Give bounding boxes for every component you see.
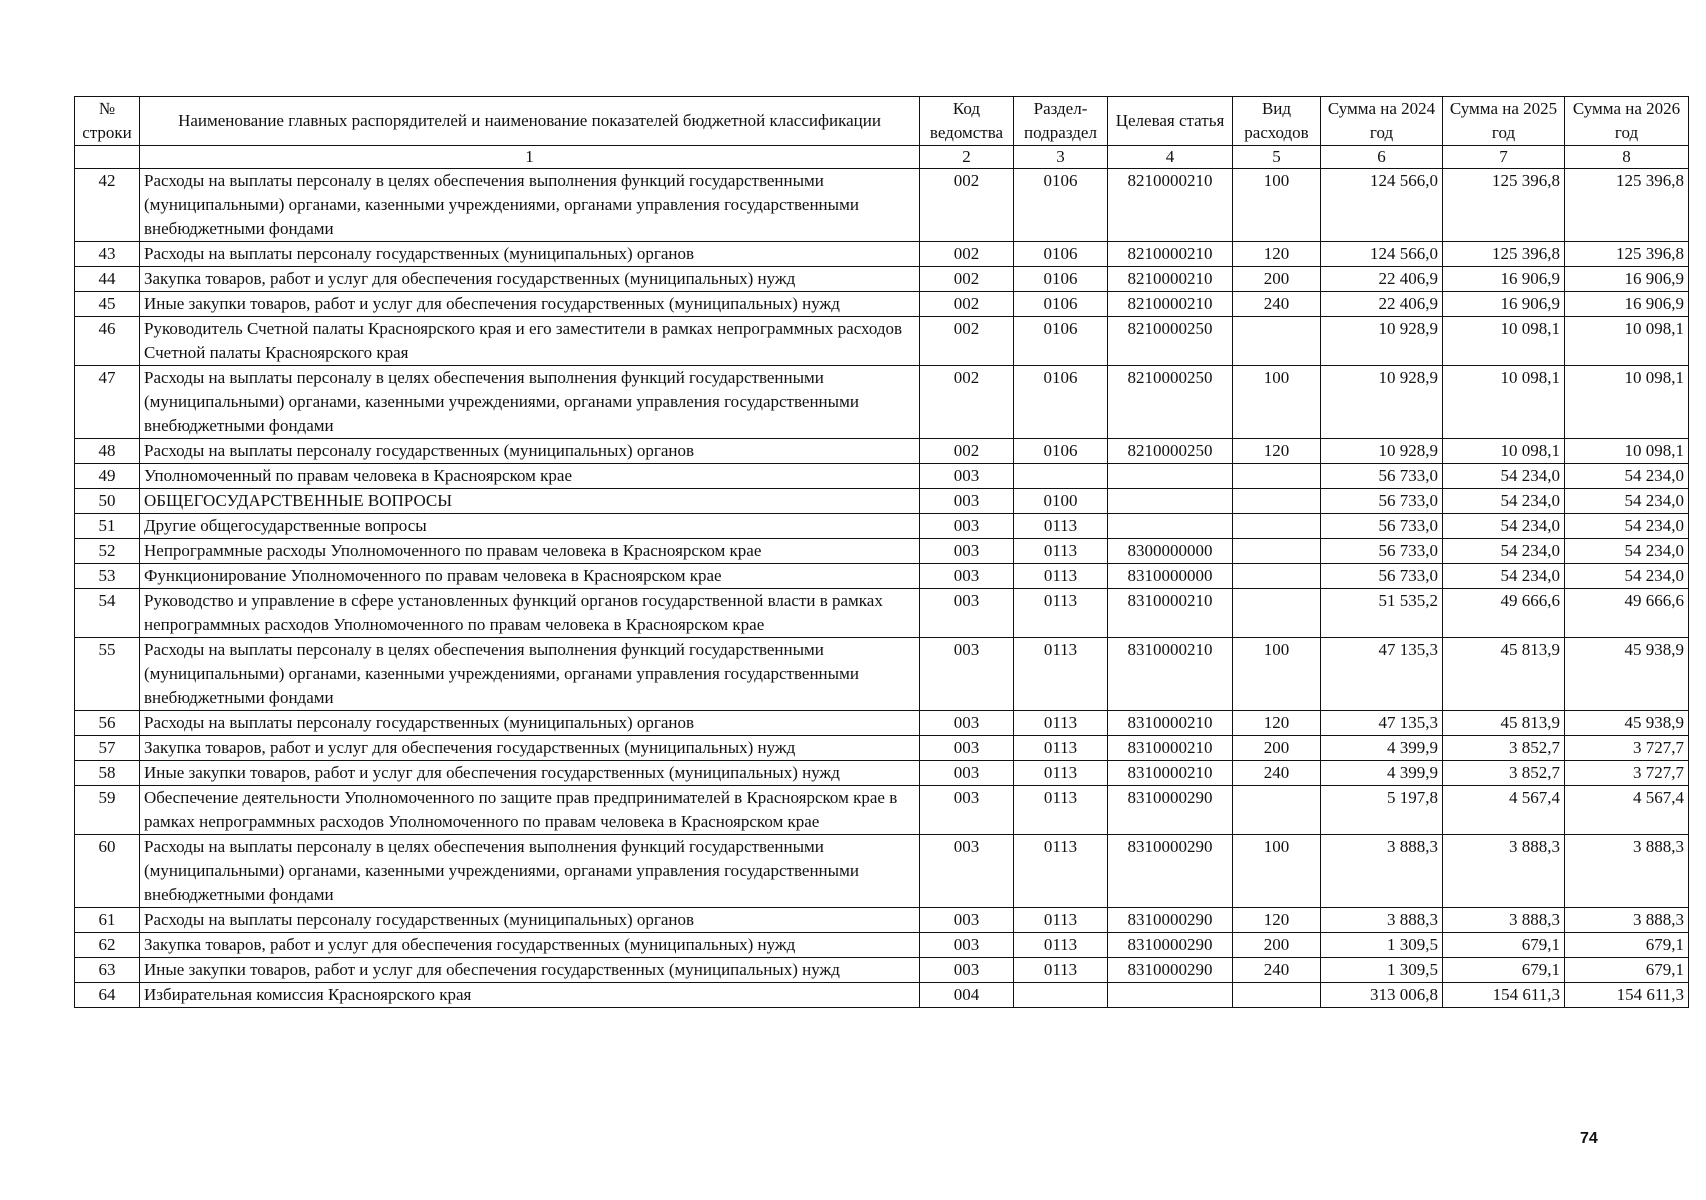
target-article-cell: 8300000000	[1108, 539, 1233, 564]
section-cell: 0113	[1014, 564, 1108, 589]
header-sum-2025: Сумма на 2025 год	[1443, 97, 1565, 146]
sum-2025-cell: 679,1	[1443, 958, 1565, 983]
row-number-cell: 57	[75, 736, 140, 761]
expense-type-cell: 120	[1233, 439, 1321, 464]
target-article-cell: 8310000290	[1108, 786, 1233, 835]
row-number-cell: 43	[75, 242, 140, 267]
sum-2026-cell: 4 567,4	[1565, 786, 1689, 835]
row-number-cell: 47	[75, 366, 140, 439]
sum-2024-cell: 1 309,5	[1321, 958, 1443, 983]
sum-2025-cell: 54 234,0	[1443, 539, 1565, 564]
sum-2024-cell: 4 399,9	[1321, 736, 1443, 761]
sum-2025-cell: 125 396,8	[1443, 242, 1565, 267]
dept-code-cell: 003	[920, 711, 1014, 736]
dept-code-cell: 002	[920, 169, 1014, 242]
expense-type-cell: 200	[1233, 933, 1321, 958]
page-number: 74	[1580, 1130, 1598, 1147]
dept-code-cell: 003	[920, 786, 1014, 835]
expense-type-cell	[1233, 983, 1321, 1008]
sum-2025-cell: 3 888,3	[1443, 908, 1565, 933]
section-cell: 0113	[1014, 589, 1108, 638]
expense-type-cell: 200	[1233, 736, 1321, 761]
sum-2025-cell: 10 098,1	[1443, 439, 1565, 464]
column-number-cell: 4	[1108, 146, 1233, 169]
name-cell: Расходы на выплаты персоналу в целях обеспечения выполнения функций государственными (муниципальными) органами, казенными учреждениями, органами управления государственными внебюджетными фондами	[140, 169, 920, 242]
expense-type-cell: 240	[1233, 958, 1321, 983]
target-article-cell: 8310000210	[1108, 711, 1233, 736]
sum-2026-cell: 679,1	[1565, 958, 1689, 983]
row-number-cell: 60	[75, 835, 140, 908]
sum-2026-cell: 3 888,3	[1565, 835, 1689, 908]
dept-code-cell: 002	[920, 242, 1014, 267]
column-number-cell	[75, 146, 140, 169]
section-cell: 0106	[1014, 366, 1108, 439]
table-row	[75, 711, 1689, 736]
table-row	[75, 439, 1689, 464]
expense-type-cell: 120	[1233, 908, 1321, 933]
table-row	[75, 908, 1689, 933]
section-cell: 0113	[1014, 933, 1108, 958]
sum-2025-cell: 16 906,9	[1443, 267, 1565, 292]
column-number-cell: 6	[1321, 146, 1443, 169]
expense-type-cell: 200	[1233, 267, 1321, 292]
section-cell: 0113	[1014, 711, 1108, 736]
column-number-cell: 7	[1443, 146, 1565, 169]
sum-2024-cell: 56 733,0	[1321, 564, 1443, 589]
sum-2026-cell: 54 234,0	[1565, 489, 1689, 514]
row-number-cell: 53	[75, 564, 140, 589]
expense-type-cell: 100	[1233, 638, 1321, 711]
target-article-cell	[1108, 983, 1233, 1008]
sum-2025-cell: 45 813,9	[1443, 711, 1565, 736]
section-cell: 0113	[1014, 761, 1108, 786]
section-cell: 0106	[1014, 292, 1108, 317]
name-cell: Иные закупки товаров, работ и услуг для обеспечения государственных (муниципальных) нужд	[140, 761, 920, 786]
row-number-cell: 59	[75, 786, 140, 835]
sum-2024-cell: 10 928,9	[1321, 366, 1443, 439]
name-cell: Расходы на выплаты персоналу государственных (муниципальных) органов	[140, 439, 920, 464]
table-row	[75, 242, 1689, 267]
dept-code-cell: 002	[920, 317, 1014, 366]
target-article-cell: 8210000250	[1108, 439, 1233, 464]
row-number-cell: 42	[75, 169, 140, 242]
sum-2025-cell: 125 396,8	[1443, 169, 1565, 242]
sum-2025-cell: 16 906,9	[1443, 292, 1565, 317]
dept-code-cell: 003	[920, 908, 1014, 933]
table-row	[75, 464, 1689, 489]
expense-type-cell: 120	[1233, 242, 1321, 267]
expense-type-cell: 100	[1233, 835, 1321, 908]
section-cell: 0106	[1014, 242, 1108, 267]
sum-2026-cell: 54 234,0	[1565, 464, 1689, 489]
sum-2026-cell: 54 234,0	[1565, 514, 1689, 539]
name-cell: Закупка товаров, работ и услуг для обеспечения государственных (муниципальных) нужд	[140, 736, 920, 761]
table-row	[75, 317, 1689, 366]
row-number-cell: 58	[75, 761, 140, 786]
header-name: Наименование главных распорядителей и наименование показателей бюджетной классификации	[140, 97, 920, 146]
dept-code-cell: 003	[920, 539, 1014, 564]
target-article-cell: 8210000250	[1108, 317, 1233, 366]
header-sum-2024: Сумма на 2024 год	[1321, 97, 1443, 146]
sum-2024-cell: 124 566,0	[1321, 169, 1443, 242]
section-cell	[1014, 983, 1108, 1008]
sum-2024-cell: 22 406,9	[1321, 267, 1443, 292]
table-row	[75, 835, 1689, 908]
name-cell: Иные закупки товаров, работ и услуг для обеспечения государственных (муниципальных) нужд	[140, 292, 920, 317]
dept-code-cell: 003	[920, 564, 1014, 589]
expense-type-cell	[1233, 539, 1321, 564]
sum-2024-cell: 47 135,3	[1321, 711, 1443, 736]
sum-2024-cell: 3 888,3	[1321, 835, 1443, 908]
sum-2025-cell: 45 813,9	[1443, 638, 1565, 711]
section-cell	[1014, 464, 1108, 489]
expense-type-cell	[1233, 786, 1321, 835]
sum-2025-cell: 54 234,0	[1443, 564, 1565, 589]
section-cell: 0113	[1014, 638, 1108, 711]
sum-2026-cell: 3 888,3	[1565, 908, 1689, 933]
expense-type-cell	[1233, 514, 1321, 539]
column-number-cell: 5	[1233, 146, 1321, 169]
row-number-cell: 50	[75, 489, 140, 514]
sum-2026-cell: 45 938,9	[1565, 638, 1689, 711]
sum-2026-cell: 45 938,9	[1565, 711, 1689, 736]
table-row	[75, 514, 1689, 539]
expense-type-cell: 120	[1233, 711, 1321, 736]
dept-code-cell: 002	[920, 366, 1014, 439]
sum-2026-cell: 54 234,0	[1565, 539, 1689, 564]
expense-type-cell	[1233, 464, 1321, 489]
table-row	[75, 169, 1689, 242]
row-number-cell: 64	[75, 983, 140, 1008]
target-article-cell	[1108, 489, 1233, 514]
target-article-cell: 8310000210	[1108, 736, 1233, 761]
name-cell: Непрограммные расходы Уполномоченного по правам человека в Красноярском крае	[140, 539, 920, 564]
column-number-row	[75, 146, 1689, 169]
sum-2025-cell: 49 666,6	[1443, 589, 1565, 638]
name-cell: Закупка товаров, работ и услуг для обеспечения государственных (муниципальных) нужд	[140, 933, 920, 958]
target-article-cell: 8310000210	[1108, 638, 1233, 711]
target-article-cell: 8210000210	[1108, 292, 1233, 317]
section-cell: 0113	[1014, 736, 1108, 761]
sum-2024-cell: 4 399,9	[1321, 761, 1443, 786]
dept-code-cell: 003	[920, 736, 1014, 761]
target-article-cell: 8310000000	[1108, 564, 1233, 589]
table-row	[75, 539, 1689, 564]
section-cell: 0113	[1014, 539, 1108, 564]
target-article-cell	[1108, 514, 1233, 539]
target-article-cell: 8210000210	[1108, 169, 1233, 242]
sum-2025-cell: 3 852,7	[1443, 736, 1565, 761]
table-row	[75, 933, 1689, 958]
table-row	[75, 786, 1689, 835]
target-article-cell: 8210000210	[1108, 267, 1233, 292]
table-row	[75, 638, 1689, 711]
sum-2024-cell: 56 733,0	[1321, 539, 1443, 564]
name-cell: Расходы на выплаты персоналу государственных (муниципальных) органов	[140, 711, 920, 736]
sum-2024-cell: 1 309,5	[1321, 933, 1443, 958]
row-number-cell: 46	[75, 317, 140, 366]
target-article-cell: 8210000250	[1108, 366, 1233, 439]
table-row	[75, 292, 1689, 317]
sum-2025-cell: 4 567,4	[1443, 786, 1565, 835]
sum-2025-cell: 154 611,3	[1443, 983, 1565, 1008]
target-article-cell: 8310000210	[1108, 589, 1233, 638]
budget-table	[74, 96, 1689, 1008]
sum-2026-cell: 10 098,1	[1565, 317, 1689, 366]
dept-code-cell: 003	[920, 589, 1014, 638]
name-cell: Руководство и управление в сфере установленных функций органов государственной власти в рамках непрограммных расходов Уполномоченного по правам человека в Красноярском крае	[140, 589, 920, 638]
row-number-cell: 55	[75, 638, 140, 711]
table-row	[75, 489, 1689, 514]
header-dept-code: Код ведомства	[920, 97, 1014, 146]
section-cell: 0113	[1014, 514, 1108, 539]
sum-2024-cell: 56 733,0	[1321, 514, 1443, 539]
dept-code-cell: 003	[920, 958, 1014, 983]
row-number-cell: 52	[75, 539, 140, 564]
sum-2025-cell: 54 234,0	[1443, 514, 1565, 539]
table-row	[75, 366, 1689, 439]
name-cell: Расходы на выплаты персоналу в целях обеспечения выполнения функций государственными (муниципальными) органами, казенными учреждениями, органами управления государственными внебюджетными фондами	[140, 366, 920, 439]
header-expense-type: Вид расходов	[1233, 97, 1321, 146]
expense-type-cell	[1233, 564, 1321, 589]
section-cell: 0113	[1014, 908, 1108, 933]
name-cell: Уполномоченный по правам человека в Красноярском крае	[140, 464, 920, 489]
sum-2026-cell: 54 234,0	[1565, 564, 1689, 589]
sum-2024-cell: 51 535,2	[1321, 589, 1443, 638]
dept-code-cell: 003	[920, 638, 1014, 711]
table-body	[75, 146, 1689, 1008]
dept-code-cell: 002	[920, 267, 1014, 292]
section-cell: 0113	[1014, 835, 1108, 908]
column-number-cell: 1	[140, 146, 920, 169]
section-cell: 0106	[1014, 439, 1108, 464]
section-cell: 0100	[1014, 489, 1108, 514]
name-cell: Избирательная комиссия Красноярского края	[140, 983, 920, 1008]
expense-type-cell: 100	[1233, 169, 1321, 242]
sum-2026-cell: 3 727,7	[1565, 736, 1689, 761]
expense-type-cell: 240	[1233, 292, 1321, 317]
target-article-cell: 8310000210	[1108, 761, 1233, 786]
sum-2026-cell: 125 396,8	[1565, 169, 1689, 242]
table-row	[75, 267, 1689, 292]
name-cell: Расходы на выплаты персоналу государственных (муниципальных) органов	[140, 908, 920, 933]
sum-2025-cell: 54 234,0	[1443, 489, 1565, 514]
row-number-cell: 62	[75, 933, 140, 958]
header-target-article: Целевая статья	[1108, 97, 1233, 146]
name-cell: Расходы на выплаты персоналу государственных (муниципальных) органов	[140, 242, 920, 267]
target-article-cell: 8310000290	[1108, 958, 1233, 983]
expense-type-cell	[1233, 489, 1321, 514]
sum-2026-cell: 16 906,9	[1565, 292, 1689, 317]
sum-2024-cell: 47 135,3	[1321, 638, 1443, 711]
target-article-cell	[1108, 464, 1233, 489]
name-cell: Другие общегосударственные вопросы	[140, 514, 920, 539]
name-cell: Иные закупки товаров, работ и услуг для обеспечения государственных (муниципальных) нужд	[140, 958, 920, 983]
sum-2025-cell: 54 234,0	[1443, 464, 1565, 489]
row-number-cell: 51	[75, 514, 140, 539]
table-row	[75, 761, 1689, 786]
column-number-cell: 2	[920, 146, 1014, 169]
name-cell: Руководитель Счетной палаты Красноярского края и его заместители в рамках непрограммных расходов Счетной палаты Красноярского края	[140, 317, 920, 366]
dept-code-cell: 003	[920, 489, 1014, 514]
row-number-cell: 63	[75, 958, 140, 983]
name-cell: Закупка товаров, работ и услуг для обеспечения государственных (муниципальных) нужд	[140, 267, 920, 292]
sum-2026-cell: 16 906,9	[1565, 267, 1689, 292]
section-cell: 0106	[1014, 317, 1108, 366]
row-number-cell: 45	[75, 292, 140, 317]
sum-2026-cell: 3 727,7	[1565, 761, 1689, 786]
dept-code-cell: 003	[920, 835, 1014, 908]
row-number-cell: 48	[75, 439, 140, 464]
sum-2024-cell: 10 928,9	[1321, 317, 1443, 366]
sum-2026-cell: 679,1	[1565, 933, 1689, 958]
expense-type-cell: 100	[1233, 366, 1321, 439]
column-number-cell: 8	[1565, 146, 1689, 169]
table-row	[75, 983, 1689, 1008]
sum-2025-cell: 3 852,7	[1443, 761, 1565, 786]
sum-2024-cell: 56 733,0	[1321, 489, 1443, 514]
section-cell: 0106	[1014, 169, 1108, 242]
name-cell: Расходы на выплаты персоналу в целях обеспечения выполнения функций государственными (муниципальными) органами, казенными учреждениями, органами управления государственными внебюджетными фондами	[140, 835, 920, 908]
section-cell: 0113	[1014, 786, 1108, 835]
name-cell: Обеспечение деятельности Уполномоченного по защите прав предпринимателей в Красноярском крае в рамках непрограммных расходов Уполномоченного по правам человека в Красноярском крае	[140, 786, 920, 835]
expense-type-cell	[1233, 589, 1321, 638]
header-row-number: № строки	[75, 97, 140, 146]
section-cell: 0113	[1014, 958, 1108, 983]
sum-2024-cell: 313 006,8	[1321, 983, 1443, 1008]
target-article-cell: 8310000290	[1108, 933, 1233, 958]
expense-type-cell: 240	[1233, 761, 1321, 786]
sum-2026-cell: 10 098,1	[1565, 366, 1689, 439]
dept-code-cell: 002	[920, 292, 1014, 317]
sum-2024-cell: 124 566,0	[1321, 242, 1443, 267]
sum-2026-cell: 125 396,8	[1565, 242, 1689, 267]
sum-2025-cell: 679,1	[1443, 933, 1565, 958]
table-row	[75, 564, 1689, 589]
sum-2025-cell: 10 098,1	[1443, 317, 1565, 366]
target-article-cell: 8310000290	[1108, 835, 1233, 908]
target-article-cell: 8310000290	[1108, 908, 1233, 933]
name-cell: Расходы на выплаты персоналу в целях обеспечения выполнения функций государственными (муниципальными) органами, казенными учреждениями, органами управления государственными внебюджетными фондами	[140, 638, 920, 711]
sum-2024-cell: 5 197,8	[1321, 786, 1443, 835]
sum-2024-cell: 56 733,0	[1321, 464, 1443, 489]
column-number-cell: 3	[1014, 146, 1108, 169]
row-number-cell: 61	[75, 908, 140, 933]
table-row	[75, 736, 1689, 761]
sum-2026-cell: 10 098,1	[1565, 439, 1689, 464]
dept-code-cell: 002	[920, 439, 1014, 464]
table-row	[75, 958, 1689, 983]
sum-2024-cell: 22 406,9	[1321, 292, 1443, 317]
sum-2024-cell: 3 888,3	[1321, 908, 1443, 933]
dept-code-cell: 003	[920, 514, 1014, 539]
sum-2025-cell: 3 888,3	[1443, 835, 1565, 908]
row-number-cell: 49	[75, 464, 140, 489]
header-section: Раздел-подраздел	[1014, 97, 1108, 146]
sum-2024-cell: 10 928,9	[1321, 439, 1443, 464]
header-sum-2026: Сумма на 2026 год	[1565, 97, 1689, 146]
sum-2026-cell: 49 666,6	[1565, 589, 1689, 638]
target-article-cell: 8210000210	[1108, 242, 1233, 267]
row-number-cell: 56	[75, 711, 140, 736]
table-header	[75, 97, 1689, 146]
row-number-cell: 54	[75, 589, 140, 638]
dept-code-cell: 003	[920, 933, 1014, 958]
name-cell: ОБЩЕГОСУДАРСТВЕННЫЕ ВОПРОСЫ	[140, 489, 920, 514]
expense-type-cell	[1233, 317, 1321, 366]
sum-2025-cell: 10 098,1	[1443, 366, 1565, 439]
section-cell: 0106	[1014, 267, 1108, 292]
sum-2026-cell: 154 611,3	[1565, 983, 1689, 1008]
dept-code-cell: 003	[920, 761, 1014, 786]
dept-code-cell: 004	[920, 983, 1014, 1008]
name-cell: Функционирование Уполномоченного по правам человека в Красноярском крае	[140, 564, 920, 589]
table-row	[75, 589, 1689, 638]
row-number-cell: 44	[75, 267, 140, 292]
dept-code-cell: 003	[920, 464, 1014, 489]
